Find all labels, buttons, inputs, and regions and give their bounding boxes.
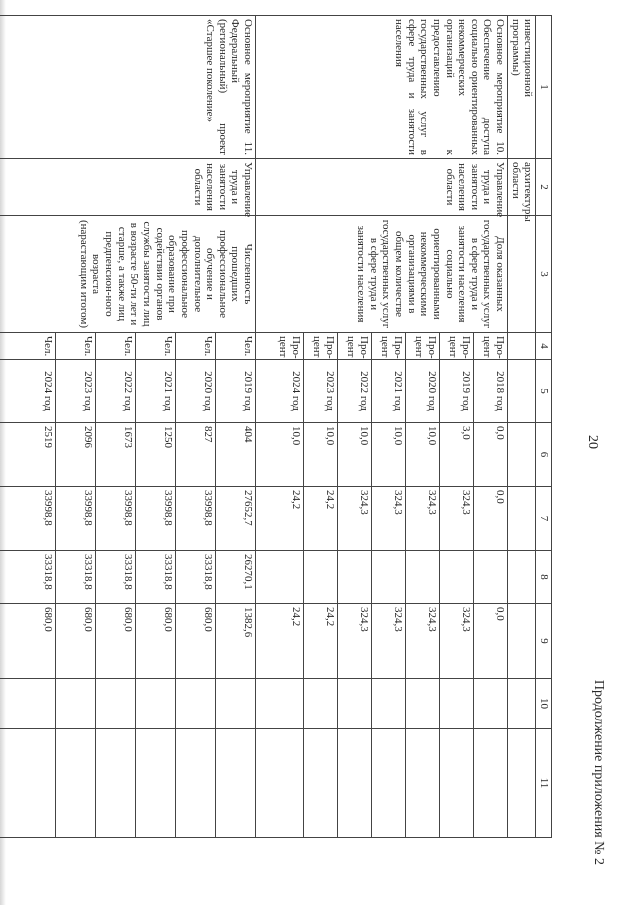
executor-name: Управление труда и занятости населения области xyxy=(0,159,256,216)
regional-funding-cell: 24,2 xyxy=(256,604,304,679)
indicator-name: Численность прошедших профессиональное обучение и дополнительное профессиональное образование при содействии органов службы занятости лиц в возрасте 50-ти лет и старше, а также лиц предпенсион-ного возраста (нарастающим итогом) xyxy=(0,216,256,333)
total-funding-cell: 33998,8 xyxy=(136,487,176,551)
total-funding-cell: 33998,8 xyxy=(96,487,136,551)
indicator-value-cell: 3,0 xyxy=(440,423,474,487)
col11-cell xyxy=(338,729,372,838)
regional-funding-cell: 680,0 xyxy=(176,604,216,679)
unit-cell: Про-цент xyxy=(372,333,406,360)
total-funding-cell: 0,0 xyxy=(474,487,508,551)
unit-cell: Чел. xyxy=(176,333,216,360)
unit-cell: Чел. xyxy=(216,333,256,360)
col11-cell xyxy=(56,729,96,838)
total-funding-cell: 24,2 xyxy=(304,487,338,551)
federal-funding-cell xyxy=(338,551,372,604)
total-funding-cell: 324,3 xyxy=(406,487,440,551)
col10-cell xyxy=(256,679,304,729)
col-num-8: 8 xyxy=(536,551,552,604)
indicator-value-cell: 2096 xyxy=(56,423,96,487)
federal-funding-cell xyxy=(440,551,474,604)
year-cell: 2023 год xyxy=(304,360,338,423)
unit-cell: Про-цент xyxy=(256,333,304,360)
indicator-value-cell: 1250 xyxy=(136,423,176,487)
regional-funding-cell: 680,0 xyxy=(136,604,176,679)
federal-funding-cell xyxy=(256,551,304,604)
indicator-value-cell: 10,0 xyxy=(256,423,304,487)
indicator-value-cell: 404 xyxy=(216,423,256,487)
unit-cell: Чел. xyxy=(0,333,56,360)
regional-funding-cell: 680,0 xyxy=(96,604,136,679)
col11-cell xyxy=(372,729,406,838)
unit-cell: Про-цент xyxy=(304,333,338,360)
col-num-5: 5 xyxy=(536,360,552,423)
total-funding-cell: 324,3 xyxy=(338,487,372,551)
indicator-name: Доля оказанных государственных услуг в сфере труда и занятости населения социально ориентированными некоммерческими организациями в общем количестве государственных услуг в сфере труда и занятости населения xyxy=(256,216,508,333)
section-measure-11 xyxy=(0,16,256,838)
column-number-row xyxy=(536,16,552,838)
col-num-7: 7 xyxy=(536,487,552,551)
col-num-1: 1 xyxy=(536,16,552,159)
total-funding-cell: 33998,8 xyxy=(176,487,216,551)
regional-funding-cell: 680,0 xyxy=(56,604,96,679)
indicator-value-cell: 10,0 xyxy=(338,423,372,487)
year-cell: 2020 год xyxy=(406,360,440,423)
executor-cont: архитектуры области xyxy=(508,159,536,216)
col-num-4: 4 xyxy=(536,333,552,360)
section-measure-10 xyxy=(256,16,508,838)
continuation-row xyxy=(508,16,536,838)
program-name-cont: инвестиционной программы) xyxy=(508,16,536,159)
col-num-9: 9 xyxy=(536,604,552,679)
col11-cell xyxy=(96,729,136,838)
federal-funding-cell xyxy=(372,551,406,604)
year-cell: 2021 год xyxy=(136,360,176,423)
year-cell: 2021 год xyxy=(372,360,406,423)
executor-name: Управление труда и занятости населения области xyxy=(256,159,508,216)
federal-funding-cell: 33318,8 xyxy=(136,551,176,604)
col10-cell xyxy=(440,679,474,729)
col11-cell xyxy=(136,729,176,838)
appendix-table xyxy=(0,15,552,838)
indicator-value-cell: 10,0 xyxy=(372,423,406,487)
unit-cell: Чел. xyxy=(56,333,96,360)
unit-cell: Про-цент xyxy=(474,333,508,360)
unit-cell: Про-цент xyxy=(440,333,474,360)
indicator-value-cell: 2519 xyxy=(0,423,56,487)
unit-cell: Чел. xyxy=(136,333,176,360)
regional-funding-cell: 680,0 xyxy=(0,604,56,679)
col10-cell xyxy=(56,679,96,729)
col10-cell xyxy=(0,679,56,729)
federal-funding-cell xyxy=(474,551,508,604)
year-cell: 2022 год xyxy=(96,360,136,423)
col-num-3: 3 xyxy=(536,216,552,333)
indicator-value-cell: 0,0 xyxy=(474,423,508,487)
indicator-value-cell: 1673 xyxy=(96,423,136,487)
col11-cell xyxy=(304,729,338,838)
year-cell: 2023 год xyxy=(56,360,96,423)
indicator-value-cell: 10,0 xyxy=(304,423,338,487)
indicator-value-cell: 10,0 xyxy=(406,423,440,487)
regional-funding-cell: 24,2 xyxy=(304,604,338,679)
regional-funding-cell: 0,0 xyxy=(474,604,508,679)
federal-funding-cell: 33318,8 xyxy=(96,551,136,604)
year-cell: 2019 год xyxy=(216,360,256,423)
col-num-6: 6 xyxy=(536,423,552,487)
col11-cell xyxy=(216,729,256,838)
unit-cell: Про-цент xyxy=(338,333,372,360)
federal-funding-cell: 33318,8 xyxy=(56,551,96,604)
col11-cell xyxy=(406,729,440,838)
col11-cell xyxy=(176,729,216,838)
measure-name: Основное мероприятие 10. Обеспечение доступа социально ориентированных некоммерческих организаций к предоставлению государственных услуг в сфере труда и занятости населения xyxy=(256,16,508,159)
col-num-11: 11 xyxy=(536,729,552,838)
federal-funding-cell: 33318,8 xyxy=(0,551,56,604)
year-cell: 2024 год xyxy=(0,360,56,423)
col10-cell xyxy=(136,679,176,729)
total-funding-cell: 324,3 xyxy=(440,487,474,551)
col10-cell xyxy=(96,679,136,729)
year-cell: 2024 год xyxy=(256,360,304,423)
page-number: 20 xyxy=(585,435,600,449)
table-row xyxy=(216,16,256,838)
col-num-10: 10 xyxy=(536,679,552,729)
col11-cell xyxy=(0,729,56,838)
col-num-2: 2 xyxy=(536,159,552,216)
federal-funding-cell xyxy=(406,551,440,604)
federal-funding-cell xyxy=(304,551,338,604)
year-cell: 2020 год xyxy=(176,360,216,423)
unit-cell: Чел. xyxy=(96,333,136,360)
indicator-value-cell: 827 xyxy=(176,423,216,487)
federal-funding-cell: 33318,8 xyxy=(176,551,216,604)
col11-cell xyxy=(474,729,508,838)
regional-funding-cell: 324,3 xyxy=(372,604,406,679)
continuation-note: Продолжение приложения № 2 xyxy=(591,679,606,865)
col11-cell xyxy=(256,729,304,838)
unit-cell: Про-цент xyxy=(406,333,440,360)
total-funding-cell: 33998,8 xyxy=(0,487,56,551)
col10-cell xyxy=(474,679,508,729)
table-row xyxy=(474,16,508,838)
col10-cell xyxy=(406,679,440,729)
total-funding-cell: 27652,7 xyxy=(216,487,256,551)
total-funding-cell: 24,2 xyxy=(256,487,304,551)
col10-cell xyxy=(304,679,338,729)
year-cell: 2022 год xyxy=(338,360,372,423)
regional-funding-cell: 324,3 xyxy=(338,604,372,679)
total-funding-cell: 33998,8 xyxy=(56,487,96,551)
total-funding-cell: 324,3 xyxy=(372,487,406,551)
col10-cell xyxy=(216,679,256,729)
federal-funding-cell: 26270,1 xyxy=(216,551,256,604)
year-cell: 2019 год xyxy=(440,360,474,423)
col10-cell xyxy=(176,679,216,729)
col10-cell xyxy=(372,679,406,729)
regional-funding-cell: 324,3 xyxy=(406,604,440,679)
col10-cell xyxy=(338,679,372,729)
col11-cell xyxy=(440,729,474,838)
year-cell: 2018 год xyxy=(474,360,508,423)
regional-funding-cell: 324,3 xyxy=(440,604,474,679)
regional-funding-cell: 1382,6 xyxy=(216,604,256,679)
measure-name: Основное мероприятие 11. Федеральный (региональный) проект «Старшее поколение» xyxy=(0,16,256,159)
